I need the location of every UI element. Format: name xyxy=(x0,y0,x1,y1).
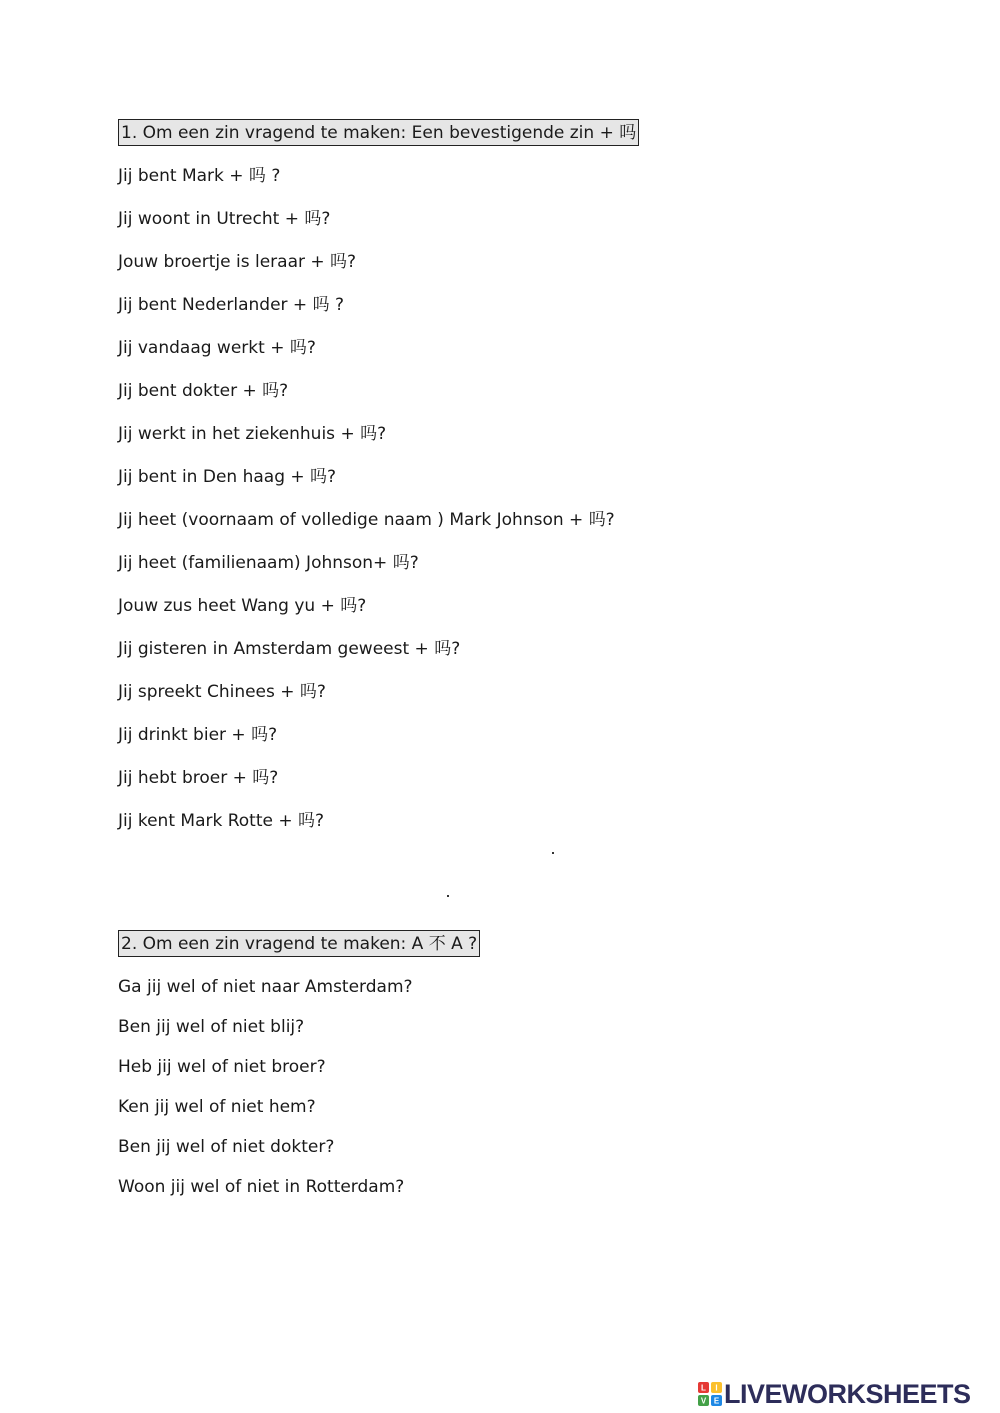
section1-item: Jij bent Nederlander + 吗 ? xyxy=(118,295,345,315)
section1-item: Jij bent Mark + 吗 ? xyxy=(118,166,281,186)
svg-text:L: L xyxy=(701,1383,706,1393)
section1-item: Jij bent dokter + 吗? xyxy=(118,381,289,401)
section2-item: Ken jij wel of niet hem? xyxy=(118,1097,316,1117)
svg-text:I: I xyxy=(715,1383,718,1393)
section2-item: Ben jij wel of niet blij? xyxy=(118,1017,305,1037)
section2-item: Woon jij wel of niet in Rotterdam? xyxy=(118,1177,405,1197)
liveworksheets-logo xyxy=(698,1378,971,1410)
section1-item: Jij hebt broer + 吗? xyxy=(118,768,279,788)
section1-item: Jij werkt in het ziekenhuis + 吗? xyxy=(118,424,387,444)
section2-item: Heb jij wel of niet broer? xyxy=(118,1057,326,1077)
section1-item: Jij kent Mark Rotte + 吗? xyxy=(118,811,325,831)
svg-text:E: E xyxy=(713,1396,720,1406)
section1-heading: 1. Om een zin vragend te maken: Een bevestigende zin + 吗 xyxy=(118,119,639,146)
section1-item: Jij vandaag werkt + 吗? xyxy=(118,338,316,358)
section1-item: Jij heet (voornaam of volledige naam ) Mark Johnson + 吗? xyxy=(118,510,615,530)
stray-dot xyxy=(552,852,554,854)
section2-item: Ben jij wel of niet dokter? xyxy=(118,1137,335,1157)
section1-item: Jij heet (familienaam) Johnson+ 吗? xyxy=(118,553,419,573)
section1-item: Jouw broertje is leraar + 吗? xyxy=(118,252,357,272)
section1-item: Jouw zus heet Wang yu + 吗? xyxy=(118,596,367,616)
section1-item: Jij gisteren in Amsterdam geweest + 吗? xyxy=(118,639,461,659)
section1-item: Jij bent in Den haag + 吗? xyxy=(118,467,337,487)
liveworksheets-logo-icon xyxy=(698,1382,722,1406)
section1-item: Jij drinkt bier + 吗? xyxy=(118,725,278,745)
svg-text:V: V xyxy=(700,1396,707,1406)
section1-item: Jij woont in Utrecht + 吗? xyxy=(118,209,331,229)
liveworksheets-logo-text: LIVEWORKSHEETS xyxy=(724,1378,971,1409)
section2-heading: 2. Om een zin vragend te maken: A 不 A ? xyxy=(118,930,480,957)
stray-dot xyxy=(447,895,449,897)
section1-item: Jij spreekt Chinees + 吗? xyxy=(118,682,326,702)
section2-item: Ga jij wel of niet naar Amsterdam? xyxy=(118,977,413,997)
